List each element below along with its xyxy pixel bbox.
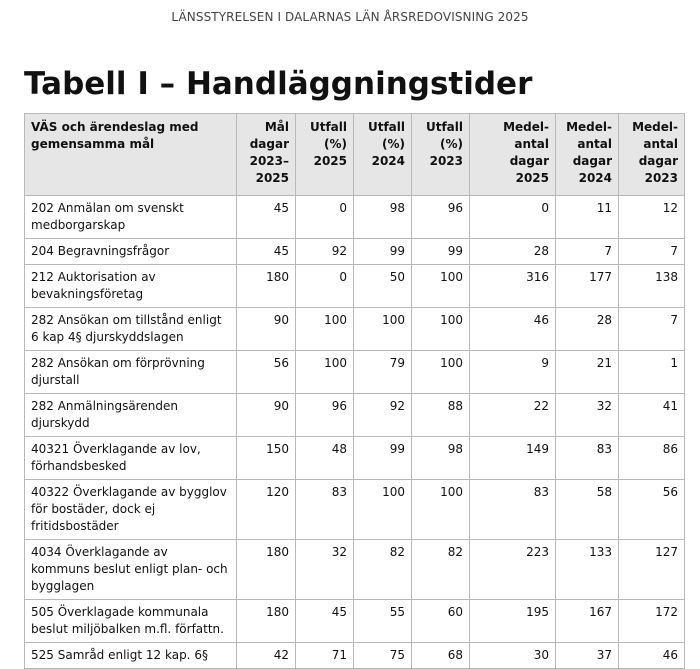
value-cell: 42 bbox=[237, 643, 296, 669]
column-header bbox=[619, 114, 685, 196]
value-cell: 100 bbox=[412, 265, 470, 308]
value-cell: 55 bbox=[354, 600, 412, 643]
table-row bbox=[25, 351, 685, 394]
value-cell: 22 bbox=[470, 394, 556, 437]
value-cell: 56 bbox=[619, 480, 685, 540]
value-cell: 32 bbox=[296, 540, 354, 600]
value-cell: 45 bbox=[237, 239, 296, 265]
table-row bbox=[25, 308, 685, 351]
value-cell: 90 bbox=[237, 394, 296, 437]
value-cell: 75 bbox=[354, 643, 412, 669]
column-header-line: dagar bbox=[572, 154, 612, 168]
value-cell: 11 bbox=[556, 196, 619, 239]
column-header-line: 2023 bbox=[429, 154, 463, 168]
value-cell: 180 bbox=[237, 600, 296, 643]
column-header-line: dagar bbox=[249, 137, 289, 151]
value-cell: 99 bbox=[412, 239, 470, 265]
value-cell: 0 bbox=[296, 265, 354, 308]
column-header bbox=[354, 114, 412, 196]
value-cell: 83 bbox=[470, 480, 556, 540]
value-cell: 7 bbox=[619, 239, 685, 265]
column-header-line: (%) bbox=[382, 137, 405, 151]
column-header bbox=[237, 114, 296, 196]
value-cell: 100 bbox=[412, 351, 470, 394]
value-cell: 28 bbox=[470, 239, 556, 265]
value-cell: 71 bbox=[296, 643, 354, 669]
value-cell: 316 bbox=[470, 265, 556, 308]
column-header-line: 2025 bbox=[255, 171, 289, 185]
column-header bbox=[25, 114, 237, 196]
value-cell: 99 bbox=[354, 239, 412, 265]
value-cell: 50 bbox=[354, 265, 412, 308]
value-cell: 48 bbox=[296, 437, 354, 480]
value-cell: 100 bbox=[354, 480, 412, 540]
column-header-line: 2024 bbox=[578, 171, 612, 185]
row-label-cell: 40321 Överklagande av lov, förhandsbesked bbox=[25, 437, 237, 480]
column-header-line: Medel- bbox=[632, 120, 678, 134]
value-cell: 68 bbox=[412, 643, 470, 669]
value-cell: 96 bbox=[296, 394, 354, 437]
table-row bbox=[25, 600, 685, 643]
value-cell: 46 bbox=[470, 308, 556, 351]
row-label-cell: 505 Överklagade kommunala beslut miljöbalken m.fl. författn. bbox=[25, 600, 237, 643]
value-cell: 46 bbox=[619, 643, 685, 669]
value-cell: 90 bbox=[237, 308, 296, 351]
value-cell: 0 bbox=[296, 196, 354, 239]
row-label-cell: 282 Ansökan om förprövning djurstall bbox=[25, 351, 237, 394]
column-header-line: 2023– bbox=[249, 154, 289, 168]
value-cell: 45 bbox=[296, 600, 354, 643]
value-cell: 92 bbox=[354, 394, 412, 437]
column-header-line: VÄS och ärendeslag med bbox=[31, 120, 199, 134]
row-label-cell: 525 Samråd enligt 12 kap. 6§ bbox=[25, 643, 237, 669]
value-cell: 37 bbox=[556, 643, 619, 669]
column-header-line: (%) bbox=[324, 137, 347, 151]
value-cell: 100 bbox=[354, 308, 412, 351]
column-header-line: 2023 bbox=[644, 171, 678, 185]
table-row bbox=[25, 196, 685, 239]
value-cell: 133 bbox=[556, 540, 619, 600]
column-header-line: (%) bbox=[440, 137, 463, 151]
value-cell: 9 bbox=[470, 351, 556, 394]
value-cell: 98 bbox=[354, 196, 412, 239]
value-cell: 7 bbox=[556, 239, 619, 265]
value-cell: 99 bbox=[354, 437, 412, 480]
value-cell: 177 bbox=[556, 265, 619, 308]
value-cell: 7 bbox=[619, 308, 685, 351]
value-cell: 180 bbox=[237, 540, 296, 600]
value-cell: 32 bbox=[556, 394, 619, 437]
value-cell: 100 bbox=[296, 351, 354, 394]
table-header-row bbox=[25, 114, 685, 196]
value-cell: 150 bbox=[237, 437, 296, 480]
value-cell: 41 bbox=[619, 394, 685, 437]
value-cell: 82 bbox=[354, 540, 412, 600]
value-cell: 98 bbox=[412, 437, 470, 480]
value-cell: 83 bbox=[296, 480, 354, 540]
value-cell: 167 bbox=[556, 600, 619, 643]
column-header-line: antal bbox=[643, 137, 678, 151]
row-label-cell: 282 Ansökan om tillstånd enligt 6 kap 4§ djurskyddslagen bbox=[25, 308, 237, 351]
value-cell: 28 bbox=[556, 308, 619, 351]
value-cell: 100 bbox=[412, 308, 470, 351]
value-cell: 83 bbox=[556, 437, 619, 480]
column-header bbox=[296, 114, 354, 196]
row-label-cell: 204 Begravningsfrågor bbox=[25, 239, 237, 265]
value-cell: 58 bbox=[556, 480, 619, 540]
column-header-line: gemensamma mål bbox=[31, 137, 155, 151]
column-header-line: Mål bbox=[264, 120, 289, 134]
column-header-line: Medel- bbox=[503, 120, 549, 134]
column-header-line: Medel- bbox=[566, 120, 612, 134]
page-title: Tabell I – Handläggningstider bbox=[24, 66, 533, 102]
value-cell: 149 bbox=[470, 437, 556, 480]
value-cell: 100 bbox=[296, 308, 354, 351]
value-cell: 100 bbox=[412, 480, 470, 540]
table-row bbox=[25, 394, 685, 437]
column-header-line: Utfall bbox=[425, 120, 463, 134]
value-cell: 45 bbox=[237, 196, 296, 239]
value-cell: 60 bbox=[412, 600, 470, 643]
value-cell: 12 bbox=[619, 196, 685, 239]
value-cell: 1 bbox=[619, 351, 685, 394]
row-label-cell: 40322 Överklagande av bygglov för bostäder, dock ej fritidsbostäder bbox=[25, 480, 237, 540]
column-header bbox=[470, 114, 556, 196]
value-cell: 88 bbox=[412, 394, 470, 437]
value-cell: 86 bbox=[619, 437, 685, 480]
column-header-line: 2025 bbox=[313, 154, 347, 168]
table-container bbox=[24, 113, 685, 669]
value-cell: 56 bbox=[237, 351, 296, 394]
value-cell: 127 bbox=[619, 540, 685, 600]
column-header-line: Utfall bbox=[367, 120, 405, 134]
row-label-cell: 202 Anmälan om svenskt medborgarskap bbox=[25, 196, 237, 239]
table-row bbox=[25, 643, 685, 669]
running-header: LÄNSSTYRELSEN I DALARNAS LÄN ÅRSREDOVISNING 2025 bbox=[171, 10, 529, 24]
column-header-line: dagar bbox=[509, 154, 549, 168]
value-cell: 82 bbox=[412, 540, 470, 600]
column-header-line: antal bbox=[514, 137, 549, 151]
value-cell: 120 bbox=[237, 480, 296, 540]
column-header bbox=[412, 114, 470, 196]
processing-times-table bbox=[24, 113, 685, 669]
column-header-line: antal bbox=[577, 137, 612, 151]
value-cell: 79 bbox=[354, 351, 412, 394]
row-label-cell: 212 Auktorisation av bevakningsföretag bbox=[25, 265, 237, 308]
column-header-line: 2025 bbox=[515, 171, 549, 185]
table-row bbox=[25, 239, 685, 265]
row-label-cell: 4034 Överklagande av kommuns beslut enligt plan- och bygglagen bbox=[25, 540, 237, 600]
value-cell: 195 bbox=[470, 600, 556, 643]
value-cell: 21 bbox=[556, 351, 619, 394]
value-cell: 223 bbox=[470, 540, 556, 600]
row-label-cell: 282 Anmälningsärenden djurskydd bbox=[25, 394, 237, 437]
column-header-line: 2024 bbox=[371, 154, 405, 168]
table-row bbox=[25, 480, 685, 540]
column-header bbox=[556, 114, 619, 196]
value-cell: 30 bbox=[470, 643, 556, 669]
value-cell: 180 bbox=[237, 265, 296, 308]
value-cell: 172 bbox=[619, 600, 685, 643]
column-header-line: Utfall bbox=[309, 120, 347, 134]
value-cell: 96 bbox=[412, 196, 470, 239]
value-cell: 92 bbox=[296, 239, 354, 265]
table-body bbox=[25, 196, 685, 669]
value-cell: 0 bbox=[470, 196, 556, 239]
table-row bbox=[25, 540, 685, 600]
table-row bbox=[25, 437, 685, 480]
table-row bbox=[25, 265, 685, 308]
value-cell: 138 bbox=[619, 265, 685, 308]
column-header-line: dagar bbox=[638, 154, 678, 168]
